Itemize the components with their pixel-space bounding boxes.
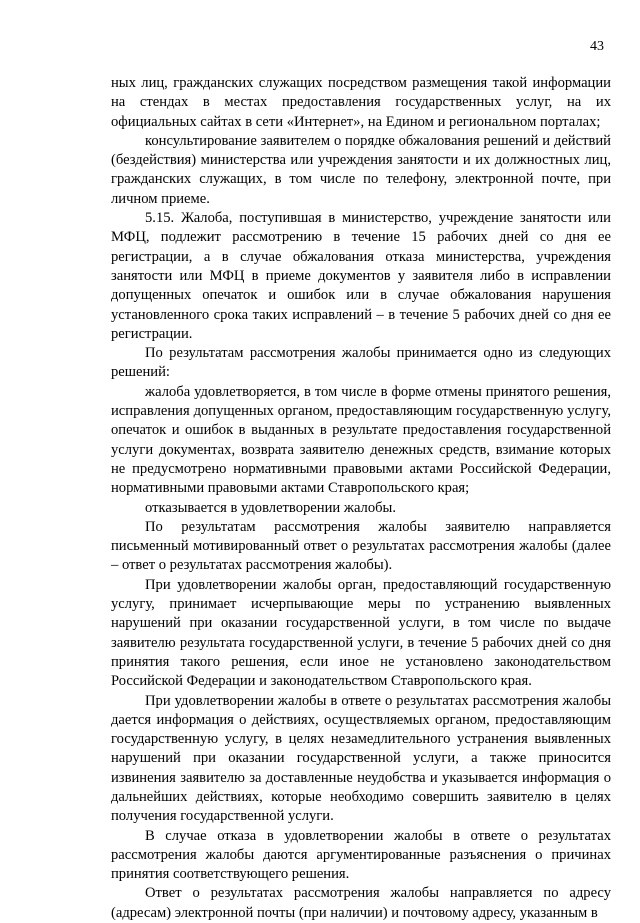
document-body <box>111 74 611 923</box>
paragraph-written-response: По результатам рассмотрения жалобы заявителю направляется письменный мотивированный ответ о результатах рассмотрения жалобы (далее – ответ о результатах рассмотрения жалобы). <box>111 518 611 574</box>
paragraph-complaint-satisfied: жалоба удовлетворяется, в том числе в форме отмены принятого решения, исправления допущенных органом, предоставляющим государственную услугу, опечаток и ошибок в выданных в результате предоставления государственной услуги документах, возврата заявителю денежных средств, взимание которых не предусмотрено нормативными правовыми актами Российской Федерации, нормативными правовыми актами Ставропольского края; <box>111 383 611 497</box>
page-number: 43 <box>590 39 604 54</box>
paragraph-consultation: консультирование заявителем о порядке обжалования решений и действий (бездействия) министерства или учреждения занятости и их должностных лиц, гражданских служащих, в том числе по телефону, электронной почте, при личном приеме. <box>111 132 611 207</box>
paragraph-refusal-explanation: В случае отказа в удовлетворении жалобы в ответе о результатах рассмотрения жалобы даются аргументированные разъяснения о причинах принятия соответствующего решения. <box>111 827 611 883</box>
paragraph-5-15: 5.15. Жалоба, поступившая в министерство, учреждение занятости или МФЦ, подлежит рассмотрению в течение 15 рабочих дней со дня ее регистрации, а в случае обжалования отказа министерства, учреждения занятости или МФЦ в приеме документов у заявителя либо в исправлении допущенных опечаток и ошибок или в случае обжалования нарушения установленного срока таких исправлений – в течение 5 рабочих дней со дня ее регистрации. <box>111 210 611 342</box>
paragraph-response-info: При удовлетворении жалобы в ответе о результатах рассмотрения жалобы дается информация о действиях, осуществляемых органом, предоставляющим государственную услугу, в целях незамедлительного устранения выявленных нарушений при оказании государственной услуги, а также приносится извинения заявителю за доставленные неудобства и указывается информация о дальнейших действиях, которые необходимо совершить заявителю в целях получения государственной услуги. <box>111 692 611 825</box>
paragraph-decision-intro: По результатам рассмотрения жалобы принимается одно из следующих решений: <box>111 345 611 381</box>
paragraph-complaint-refused: отказывается в удовлетворении жалобы. <box>145 499 397 516</box>
paragraph-continuation: ных лиц, гражданских служащих посредством размещения такой информации на стендах в местах предоставления государственных услуг, на их официальных сайтах в сети «Интернет», на Едином и региональном порталах; <box>111 75 611 130</box>
paragraph-response-delivery: Ответ о результатах рассмотрения жалобы направляется по адресу (адресам) электронной почты (при наличии) и почтовому адресу, указанным в <box>111 885 611 921</box>
paragraph-remedy-measures: При удовлетворении жалобы орган, предоставляющий государственную услугу, принимает исчерпывающие меры по устранению выявленных нарушений при оказании государственной услуги, в том числе по выдаче заявителю результата государственной услуги, в течение 5 рабочих дней со дня принятия такого решения, если иное не установлено законодательством Российской Федерации и законодательством Ставропольского края. <box>111 576 611 690</box>
